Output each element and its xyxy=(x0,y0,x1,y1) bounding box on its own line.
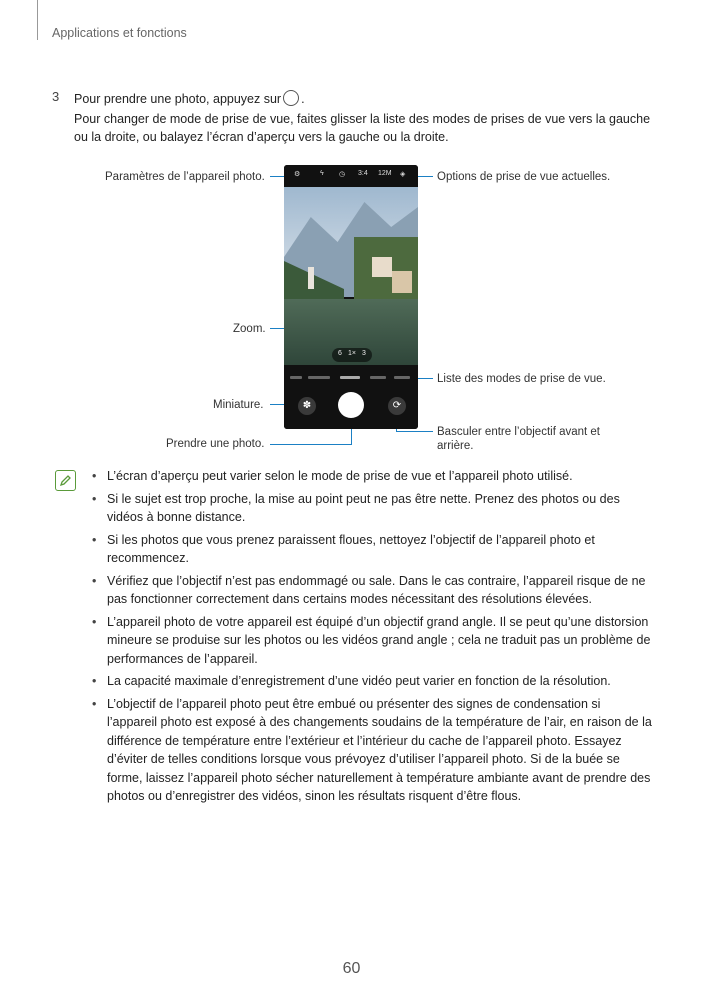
callout-modes-list: Liste des modes de prise de vue. xyxy=(437,373,606,385)
filter-icon[interactable]: ◈ xyxy=(400,171,406,178)
callout-switch-lens-line2: arrière. xyxy=(437,440,474,452)
thumbnail-icon[interactable]: ✽ xyxy=(298,397,316,415)
shooting-modes-list[interactable] xyxy=(284,369,418,385)
timer-icon[interactable]: ◷ xyxy=(339,171,346,178)
mode-item[interactable] xyxy=(290,376,302,379)
shutter-icon xyxy=(283,90,299,106)
preview-house xyxy=(372,257,392,277)
note-item: • Vérifiez que l’objectif n’est pas endommagé ou sale. Dans le cas contraire, l’appareil risque de ne pas fonctionner correctement dans certains modes nécessitant des résolutions élevées. xyxy=(92,572,652,609)
camera-screen xyxy=(284,165,418,429)
notes-list xyxy=(92,467,652,810)
zoom-control[interactable] xyxy=(332,348,372,362)
step-detail: Pour changer de mode de prise de vue, faites glisser la liste des modes de prises de vue vers la gauche ou la droite, ou balayez l’écran d’aperçu vers la gauche ou la droite. xyxy=(74,112,651,144)
camera-bottombar xyxy=(284,385,418,429)
note-item: • Si le sujet est trop proche, la mise au point peut ne pas être nette. Prenez des photos ou des vidéos à bonne distance. xyxy=(92,490,652,527)
callout-thumbnail: Miniature. xyxy=(213,399,264,411)
note-pencil-icon xyxy=(55,470,76,491)
mode-item[interactable] xyxy=(394,376,410,379)
step-text-end: . xyxy=(301,92,305,106)
camera-topbar xyxy=(284,165,418,187)
callout-switch-lens-line1: Basculer entre l’objectif avant et xyxy=(437,426,601,438)
note-item: • La capacité maximale d’enregistrement d’une vidéo peut varier en fonction de la résolution. xyxy=(92,672,652,691)
settings-gear-icon[interactable]: ⚙ xyxy=(294,171,301,178)
callout-shooting-options: Options de prise de vue actuelles. xyxy=(437,171,611,183)
mode-item[interactable] xyxy=(308,376,330,379)
leader-switch-lens-h xyxy=(396,431,433,432)
leader-take-photo-h xyxy=(270,444,352,445)
preview-church xyxy=(308,267,314,289)
note-item: • L’objectif de l’appareil photo peut être embué ou présenter des signes de condensation si l’appareil photo est exposé à des changements soudains de la température de l’air, en raison de la différence de température entre l’extérieur et l’intérieur du cache de l’appareil photo. Essayez d’éviter de telles conditions lorsque vous prévoyez d’utiliser l’appareil photo. Si de la buée se forme, laissez l’appareil photo sécher naturellement à température ambiante avant de prendre des photos ou d’enregistrer des vidéos, sinon les résultats risquent d’être flous. xyxy=(92,695,652,806)
mode-item-selected[interactable] xyxy=(340,376,360,379)
shutter-button[interactable] xyxy=(338,392,364,418)
callout-camera-settings: Paramètres de l’appareil photo. xyxy=(105,171,265,183)
note-item: • L’écran d’aperçu peut varier selon le mode de prise de vue et l’appareil photo utilisé. xyxy=(92,467,652,486)
step-number: 3 xyxy=(52,89,60,104)
preview-house xyxy=(392,271,412,293)
note-item: • Si les photos que vous prenez paraissent floues, nettoyez l’objectif de l’appareil photo et recommencez. xyxy=(92,531,652,568)
callout-zoom: Zoom. xyxy=(233,323,266,335)
step-instruction xyxy=(74,90,305,106)
resolution-option[interactable]: 12M xyxy=(378,170,392,177)
zoom-wide[interactable]: 6 xyxy=(338,350,342,357)
margin-rule xyxy=(37,0,38,40)
step-text: Pour prendre une photo, appuyez sur xyxy=(74,92,282,106)
aspect-ratio-option[interactable]: 3:4 xyxy=(358,170,368,177)
mode-item[interactable] xyxy=(370,376,386,379)
preview-image[interactable] xyxy=(284,187,418,365)
note-item: • L’appareil photo de votre appareil est équipé d’un objectif grand angle. Il se peut qu’une distorsion mineure se produise sur les photos ou les vidéos grand angle ; cela ne traduit pas un problème de performances de l’appareil. xyxy=(92,613,652,669)
switch-camera-icon[interactable]: ⟳ xyxy=(388,397,406,415)
zoom-current[interactable]: 1× xyxy=(348,350,356,357)
callout-take-photo: Prendre une photo. xyxy=(166,438,265,450)
section-header: Applications et fonctions xyxy=(52,26,187,40)
zoom-tele[interactable]: 3 xyxy=(362,350,366,357)
page-number: 60 xyxy=(342,960,361,977)
flash-icon[interactable]: ϟ xyxy=(320,170,324,177)
